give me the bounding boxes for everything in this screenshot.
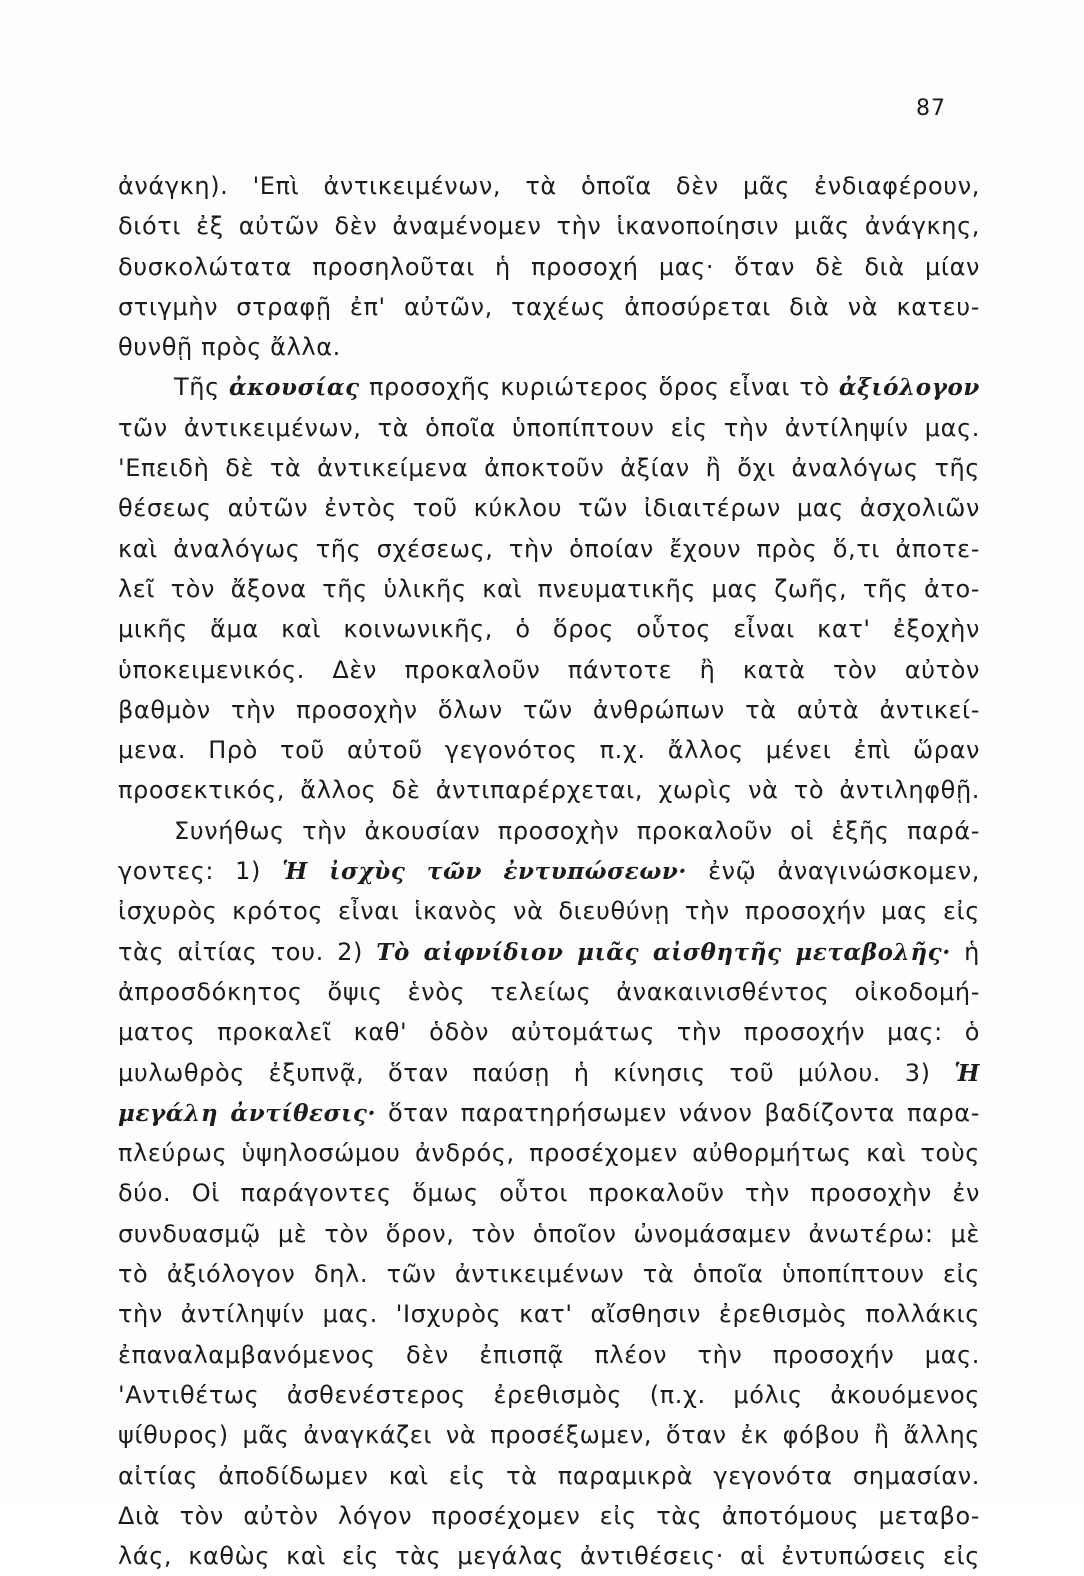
text-line <box>118 851 980 891</box>
text-run: τὰς αἰτίας του. 2) <box>118 937 377 966</box>
text-line <box>118 1294 980 1334</box>
text-line <box>118 811 980 851</box>
text-line <box>118 1254 980 1294</box>
text-run: Τῆς <box>174 373 229 402</box>
text-run: τῶν ἀντικειμένων, τὰ ὁποῖα ὑποπίπτουν εἰς τὴν ἀντίληψίν μας. <box>118 413 980 442</box>
text-run: συνδυασμῷ μὲ τὸν ὅρον, τὸν ὁποῖον ὠνομάσαμεν ἀνωτέρω: μὲ <box>118 1219 980 1248</box>
text-run: ἀπροσδόκητος ὄψις ἑνὸς τελείως ἀνακαινισθέντος οἰκοδομή- <box>118 977 980 1006</box>
text-line <box>118 1375 980 1415</box>
text-run: αἰτίας ἀποδίδωμεν καὶ εἰς τὰ παραμικρὰ γεγονότα σημασίαν. <box>118 1461 980 1490</box>
text-line <box>118 1214 980 1254</box>
text-run: ψίθυρος) μᾶς ἀναγκάζει νὰ προσέξωμεν, ὅταν ἐκ φόβου ἢ ἄλλης <box>118 1421 980 1450</box>
text-line <box>118 932 980 972</box>
emphasis-term: ἀξιόλογον <box>838 374 980 402</box>
text-line <box>118 488 980 528</box>
text-run: μυλωθρὸς ἐξυπνᾷ, ὅταν παύσῃ ἡ κίνησις τοῦ μύλου. 3) <box>118 1058 955 1087</box>
text-run: ἀνάγκη). 'Επὶ ἀντικειμένων, τὰ ὁποῖα δὲν μᾶς ἐνδιαφέρουν, <box>118 172 980 200</box>
text-run: στιγμὴν στραφῇ ἐπ' αὐτῶν, ταχέως ἀποσύρεται διὰ νὰ κατευ- <box>118 292 980 321</box>
text-run: προσοχῆς κυριώτερος ὅρος εἶναι τὸ <box>359 373 839 402</box>
text-line <box>118 1053 980 1093</box>
text-run: λεῖ τὸν ἄξονα τῆς ὑλικῆς καὶ πνευματικῆς μας ζωῆς, τῆς ἀτο- <box>118 574 980 603</box>
text-line <box>118 1335 980 1375</box>
text-run: τὸ ἀξιόλογον δηλ. τῶν ἀντικειμένων τὰ ὁποῖα ὑποπίπτουν εἰς <box>118 1260 980 1289</box>
text-run: θυνθῇ πρὸς ἄλλα. <box>118 333 341 362</box>
text-run: γοντες: 1) <box>118 857 283 886</box>
text-line <box>118 770 980 810</box>
text-run: ὑποκειμενικός. Δὲν προκαλοῦν πάντοτε ἢ κατὰ τὸν αὐτὸν <box>118 655 980 684</box>
page-number: 87 <box>916 96 946 121</box>
text-line <box>118 247 980 287</box>
text-run: 'Αντιθέτως ἀσθενέστερος ἐρεθισμὸς (π.χ. μόλις ἀκουόμενος <box>118 1380 980 1409</box>
text-run: πλεύρως ὑψηλοσώμου ἀνδρός, προσέχομεν αὐθορμήτως καὶ τοὺς <box>118 1139 980 1168</box>
text-line <box>118 569 980 609</box>
text-line <box>118 287 980 327</box>
text-run: Διὰ τὸν αὐτὸν λόγον προσέχομεν εἰς τὰς ἀποτόμους μεταβο- <box>118 1501 980 1530</box>
text-run: ἰσχυρὸς κρότος εἶναι ἱκανὸς νὰ διευθύνῃ τὴν προσοχήν μας εἰς <box>118 897 980 926</box>
emphasis-term: ἀκουσίας <box>228 374 360 402</box>
text-run: βαθμὸν τὴν προσοχὴν ὅλων τῶν ἀνθρώπων τὰ αὐτὰ ἀντικεί- <box>118 695 980 724</box>
text-run: Συνήθως τὴν ἀκουσίαν προσοχὴν προκαλοῦν οἱ ἑξῆς παρά- <box>174 816 980 845</box>
text-run: δύο. Οἱ παράγοντες ὅμως οὗτοι προκαλοῦν τὴν προσοχὴν ἐν <box>118 1179 980 1208</box>
text-run: δυσκολώτατα προσηλοῦται ἡ προσοχή μας· ὅταν δὲ διὰ μίαν <box>118 252 980 281</box>
text-line <box>118 609 980 649</box>
text-line <box>118 1456 980 1496</box>
text-line <box>118 1496 980 1536</box>
text-run: ἐπαναλαμβανόμενος δὲν ἐπισπᾷ πλέον τὴν προσοχήν μας. <box>118 1340 980 1369</box>
text-run: μικῆς ἅμα καὶ κοινωνικῆς, ὁ ὅρος οὗτος εἶναι κατ' ἐξοχὴν <box>118 615 980 644</box>
text-line <box>118 1415 980 1455</box>
emphasis-term: Τὸ αἰφνίδιον μιᾶς αἰσθητῆς μεταβολῆς· <box>376 938 951 966</box>
text-line <box>118 327 980 367</box>
text-line <box>118 1133 980 1173</box>
body-text <box>118 166 980 1576</box>
text-run: ματος προκαλεῖ καθ' ὁδὸν αὐτομάτως τὴν προσοχήν μας: ὁ <box>118 1018 980 1047</box>
emphasis-term: Ἡ ἰσχὺς τῶν ἐντυπώσεων· <box>282 858 687 886</box>
text-line <box>118 206 980 246</box>
text-run: προσεκτικός, ἄλλος δὲ ἀντιπαρέρχεται, χωρὶς νὰ τὸ ἀντιληφθῇ. <box>118 776 980 805</box>
emphasis-term: Ἡ <box>954 1059 980 1087</box>
text-line <box>118 972 980 1012</box>
text-run: θέσεως αὐτῶν ἐντὸς τοῦ κύκλου τῶν ἰδιαιτέρων μας ἀσχολιῶν <box>118 494 980 523</box>
text-run: ἐνῷ ἀναγινώσκομεν, <box>687 857 980 886</box>
text-run: λάς, καθὼς καὶ εἰς τὰς μεγάλας ἀντιθέσεις· αἱ ἐντυπώσεις εἰς <box>118 1542 980 1571</box>
text-line <box>118 730 980 770</box>
text-run: τὴν ἀντίληψίν μας. 'Ισχυρὸς κατ' αἴσθησιν ἐρεθισμὸς πολλάκις <box>118 1300 980 1329</box>
text-run: διότι ἐξ αὐτῶν δὲν ἀναμένομεν τὴν ἱκανοποίησιν μιᾶς ἀνάγκης, <box>118 212 980 241</box>
text-line <box>118 166 980 206</box>
text-line <box>118 408 980 448</box>
text-run: 'Επειδὴ δὲ τὰ ἀντικείμενα ἀποκτοῦν ἀξίαν ἢ ὄχι ἀναλόγως τῆς <box>118 454 980 483</box>
emphasis-term: μεγάλη ἀντίθεσις· <box>118 1099 377 1127</box>
text-line <box>118 1012 980 1052</box>
text-line <box>118 690 980 730</box>
text-run: μενα. Πρὸ τοῦ αὐτοῦ γεγονότος π.χ. ἄλλος μένει ἐπὶ ὥραν <box>118 736 980 765</box>
text-line <box>118 529 980 569</box>
text-line <box>118 1173 980 1213</box>
text-line <box>118 367 980 407</box>
text-run: ἡ <box>950 937 980 966</box>
text-line <box>118 650 980 690</box>
text-line <box>118 1536 980 1576</box>
text-line <box>118 1093 980 1133</box>
text-run: καὶ ἀναλόγως τῆς σχέσεως, τὴν ὁποίαν ἔχουν πρὸς ὅ,τι ἀποτε- <box>118 534 980 563</box>
text-line <box>118 891 980 931</box>
text-line <box>118 448 980 488</box>
text-run: ὅταν παρατηρήσωμεν νάνον βαδίζοντα παρα- <box>376 1098 980 1127</box>
